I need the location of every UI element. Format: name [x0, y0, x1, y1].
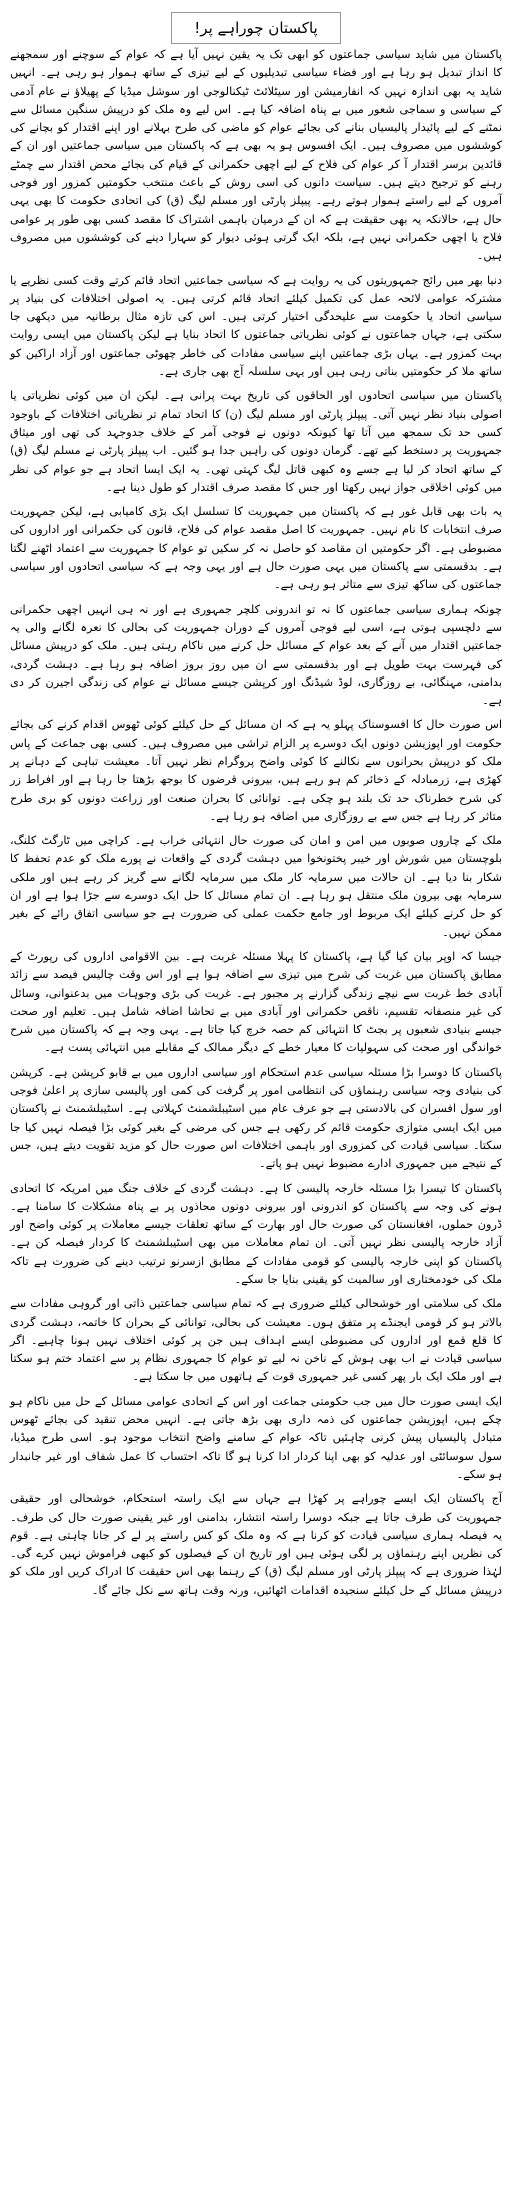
- paragraph: پاکستان میں شاید سیاسی جماعتوں کو ابھی تک یہ یقین نہیں آیا ہے کہ عوام کے سوچنے اور سمجھنے کا انداز تبدیل ہو رہا ہے اور فضاء سیاسی تبدیلیوں کے لیے تیزی کے ساتھ ہموار ہو رہی ہے۔ انہیں شاید یہ بھی اندازہ نہیں کہ انفارمیشن اور سیٹلائٹ ٹیکنالوجی اور سوشل میڈیا کے پھیلاؤ نے عام آدمی کے سیاسی و سماجی شعور میں بے پناہ اضافہ کیا ہے۔ اس لیے وہ ملک کو درپیش سنگین مسائل سے نمٹنے کے لیے پائیدار پالیسیاں بنانے کی بجائے عوام کو ماضی کی طرح بہلانے اور اپنے اقتدار کو بچانے کی کوششوں میں مصروف ہیں۔ ایک افسوس ہو یہ بھی ہے کہ پاکستان میں سیاسی جماعتیں اور ان کے قائدین برسر اقتدار آ کر عوام کی فلاح کے لیے اچھی حکمرانی کے قیام کی بجائے محض اقتدار سے چمٹے رہنے کو ترجیح دیتے ہیں۔ سیاست دانوں کی اسی روش کے باعث منتخب حکومتیں کمزور اور فوجی آمروں کے لیے راستے ہموار ہوتے رہے۔ پیپلز پارٹی اور مسلم لیگ (ق) کی اتحادی حکومت کا بھی یہی حال ہے، حالانکہ یہ بھی حقیقت ہے کہ ان کے درمیان باہمی اشتراک کا مقصد کسی بھی طور پر عوامی فلاح یا اچھی حکمرانی نہیں ہے، بلکہ ایک گرتی ہوئی دیوار کو سہارا دینے کی کوششوں میں مصروف ہیں۔: [10, 48, 502, 263]
- paragraph: چونکہ ہماری سیاسی جماعتوں کا نہ تو اندرونی کلچر جمہوری ہے اور نہ ہی انہیں اچھی حکمرانی سے دلچسپی ہوتی ہے، اسی لیے فوجی آمروں کے دوران جمہوریت کی بحالی کا نعرہ لگانے والی یہ جماعتیں اقتدار میں آنے کے بعد عوام کے مسائل حل کرنے میں ناکام رہتی ہیں۔ ملک کو درپیش مسائل کی فہرست بہت طویل ہے اور بدقسمتی سے ان میں روز بروز اضافہ ہو رہا ہے۔ دہشت گردی، بدامنی، مہنگائی، بے روزگاری، لوڈ شیڈنگ اور کرپشن جیسے مسائل نے عوام کی زندگی اجیرن کر دی ہے۔: [10, 602, 502, 708]
- paragraph: ملک کے چاروں صوبوں میں امن و امان کی صورت حال انتہائی خراب ہے۔ کراچی میں ٹارگٹ کلنگ، بلوچستان میں شورش اور خیبر پختونخوا میں دہشت گردی کے واقعات نے پورے ملک کو عدم تحفظ کا شکار بنا دیا ہے۔ ان حالات میں سرمایہ کار ملک میں سرمایہ لگانے سے گریز کر رہے ہیں اور ملکی سرمایہ بھی بیرون ملک منتقل ہو رہا ہے۔ ان تمام مسائل کا حل ایک دوسرے سے جڑا ہوا ہے اور ان کو حل کرنے کیلئے ایک مربوط اور جامع حکمت عملی کی ضرورت ہے جو سیاسی اتفاق رائے کے بغیر ممکن نہیں۔: [10, 834, 502, 939]
- paragraph: جیسا کہ اوپر بیان کیا گیا ہے، پاکستان کا پہلا مسئلہ غربت ہے۔ بین الاقوامی اداروں کی رپورٹ کے مطابق پاکستان میں غربت کی شرح میں تیزی سے اضافہ ہوا ہے اور اس وقت چالیس فیصد سے زائد آبادی خط غربت سے نیچے زندگی گزارنے پر مجبور ہے۔ غربت کی بڑی وجوہات میں بدعنوانی، وسائل کی غیر منصفانہ تقسیم، ناقص حکمرانی اور آبادی میں بے تحاشا اضافہ شامل ہیں۔ تعلیم اور صحت جیسے بنیادی شعبوں پر بجٹ کا انتہائی کم حصہ خرچ کیا جاتا ہے۔ یہی وجہ ہے کہ پاکستان میں شرح خواندگی اور صحت کی سہولیات کا معیار خطے کے دیگر ممالک کے مقابلے میں انتہائی پست ہے۔: [10, 949, 502, 1055]
- paragraph: آج پاکستان ایک ایسے چوراہے پر کھڑا ہے جہاں سے ایک راستہ استحکام، خوشحالی اور حقیقی جمہوریت کی طرف جاتا ہے جبکہ دوسرا راستہ انتشار، بدامنی اور غیر یقینی صورت حال کی طرف۔ یہ فیصلہ ہماری سیاسی قیادت کو کرنا ہے کہ وہ ملک کو کس راستے پر لے کر جانا چاہتی ہے۔ قوم کی نظریں اپنے رہنماؤں پر لگی ہوئی ہیں اور تاریخ ان کے فیصلوں کو کبھی فراموش نہیں کرے گی۔ لہٰذا ضروری ہے کہ پیپلز پارٹی اور مسلم لیگ (ق) کے رہنما بھی اس حقیقت کا ادراک کریں اور ملک کو درپیش مسائل کے حل کیلئے سنجیدہ اقدامات اٹھائیں، ورنہ وقت ہاتھ سے نکل جائے گا۔: [10, 1492, 502, 1597]
- paragraph: اس صورت حال کا افسوسناک پہلو یہ ہے کہ ان مسائل کے حل کیلئے کوئی ٹھوس اقدام کرنے کی بجائے حکومت اور اپوزیشن دونوں ایک دوسرے پر الزام تراشی میں مصروف ہیں۔ کسی بھی جماعت کے پاس ملک کو درپیش بحرانوں سے نکالنے کا کوئی واضح پروگرام نظر نہیں آتا۔ معیشت تباہی کے دہانے پر کھڑی ہے، زرمبادلہ کے ذخائر کم ہو رہے ہیں، بیرونی قرضوں کا بوجھ بڑھتا جا رہا ہے اور افراط زر کی شرح خطرناک حد تک بلند ہو چکی ہے۔ توانائی کا بحران صنعت اور زراعت دونوں کو بری طرح متاثر کر رہا ہے جس سے بے روزگاری میں اضافہ ہو رہا ہے۔: [10, 718, 502, 823]
- paragraph: یہ بات بھی قابل غور ہے کہ پاکستان میں جمہوریت کا تسلسل ایک بڑی کامیابی ہے، لیکن جمہوریت صرف انتخابات کا نام نہیں۔ جمہوریت کا اصل مقصد عوام کی فلاح، قانون کی حکمرانی اور اداروں کی مضبوطی ہے۔ اگر حکومتیں ان مقاصد کو حاصل نہ کر سکیں تو عوام کا جمہوریت سے اعتماد اٹھنے لگتا ہے۔ بدقسمتی سے پاکستان میں یہی صورت حال ہے اور یہی وجہ ہے کہ سیاسی اتحادوں اور سیاسی جماعتوں کی ساکھ تیزی سے متاثر ہو رہی ہے۔: [10, 505, 502, 592]
- article-body: [10, 46, 502, 1600]
- paragraph: ایک ایسی صورت حال میں جب حکومتی جماعت اور اس کے اتحادی عوامی مسائل کے حل میں ناکام ہو چکے ہیں، اپوزیشن جماعتوں کی ذمہ داری بھی بڑھ جاتی ہے۔ انہیں محض تنقید کی بجائے ٹھوس متبادل پالیسیاں پیش کرنی چاہئیں تاکہ عوام کے سامنے واضح انتخاب موجود ہو۔ اسی طرح میڈیا، سول سوسائٹی اور عدلیہ کو بھی اپنا کردار ادا کرنا ہو گا تاکہ احتساب کا عمل شفاف اور غیر جانبدار ہو سکے۔: [10, 1394, 502, 1481]
- article-title: پاکستان چوراہے پر!: [171, 12, 340, 44]
- paragraph: پاکستان کا دوسرا بڑا مسئلہ سیاسی عدم استحکام اور سیاسی اداروں میں بے قابو کرپشن ہے۔ کرپشن کی بنیادی وجہ سیاسی رہنماؤں کی انتظامی امور پر گرفت کی کمی اور پالیسی سازی پر اعلیٰ فوجی اور سول افسران کی بالادستی ہے جو عرف عام میں اسٹیبلشمنٹ کہلاتی ہے۔ اسٹیبلشمنٹ نے پاکستان میں ایک ایسی متوازی حکومت قائم کر رکھی ہے جس کی مرضی کے بغیر کوئی بڑا فیصلہ نہیں کیا جا سکتا۔ سیاسی قیادت کی کمزوری اور باہمی اختلافات اس صورت حال کو مزید تقویت دیتے ہیں، جس کے نتیجے میں جمہوری ادارے مضبوط نہیں ہو پاتے۔: [10, 1065, 502, 1171]
- paragraph: ملک کی سلامتی اور خوشحالی کیلئے ضروری ہے کہ تمام سیاسی جماعتیں ذاتی اور گروہی مفادات سے بالاتر ہو کر قومی ایجنڈے پر متفق ہوں۔ معیشت کی بحالی، توانائی کے بحران کا خاتمہ، دہشت گردی کا قلع قمع اور اداروں کی مضبوطی ایسے اہداف ہیں جن پر کوئی اختلاف نہیں ہونا چاہیے۔ اگر سیاسی قیادت نے اب بھی ہوش کے ناخن نہ لیے تو عوام کا جمہوری نظام پر سے اعتماد ختم ہو سکتا ہے اور ملک ایک بار پھر کسی غیر جمہوری قوت کے ہاتھوں میں جا سکتا ہے۔: [10, 1297, 502, 1384]
- paragraph: پاکستان کا تیسرا بڑا مسئلہ خارجہ پالیسی کا ہے۔ دہشت گردی کے خلاف جنگ میں امریکہ کا اتحادی ہونے کی وجہ سے پاکستان کو اندرونی اور بیرونی دونوں محاذوں پر بے پناہ مشکلات کا سامنا ہے۔ ڈرون حملوں، افغانستان کی صورت حال اور بھارت کے ساتھ تعلقات جیسے معاملات پر کوئی واضح اور آزاد خارجہ پالیسی نظر نہیں آتی۔ ان تمام معاملات میں بھی اسٹیبلشمنٹ کا کردار فیصلہ کن ہے۔ پاکستان کو اپنی خارجہ پالیسی کو قومی مفادات کے مطابق ازسرنو ترتیب دینے کی ضرورت ہے تاکہ ملک کی خودمختاری اور سالمیت کو یقینی بنایا جا سکے۔: [10, 1181, 502, 1286]
- paragraph: پاکستان میں سیاسی اتحادوں اور الحاقوں کی تاریخ بہت پرانی ہے۔ لیکن ان میں کوئی نظریاتی یا اصولی بنیاد نظر نہیں آتی۔ پیپلز پارٹی اور مسلم لیگ (ن) کا اتحاد تمام تر نظریاتی اختلافات کے باوجود کسی حد تک سمجھ میں آتا تھا کیونکہ دونوں نے فوجی آمر کے خلاف جدوجہد کی تھی اور میثاق جمہوریت پر دستخط کیے تھے۔ گرمان دونوں کی راہیں جدا ہو گئیں۔ اب پیپلز پارٹی نے مسلم لیگ (ق) کے ساتھ اتحاد کر لیا ہے جسے وہ کبھی قاتل لیگ کہتی تھی۔ یہ ایک ایسا اتحاد ہے جو عوام کی نظر میں کوئی اخلاقی جواز نہیں رکھتا اور جس کا مقصد صرف اقتدار کو طول دینا ہے۔: [10, 389, 502, 494]
- paragraph: دنیا بھر میں رائج جمہوریتوں کی یہ روایت ہے کہ سیاسی جماعتیں اتحاد قائم کرتے وقت کسی نظریے یا مشترکہ عوامی لائحہ عمل کی تکمیل کیلئے اتحاد قائم کرتی ہیں۔ یہ اصولی اختلافات کی بنیاد پر سیاسی اتحاد یا حکومت سے علیحدگی اختیار کرتی ہیں۔ اس کی تازہ مثال برطانیہ میں دیکھی جا سکتی ہے، جہاں جماعتوں نے کوئی نظریاتی جماعتوں کا اتحاد بنایا ہے لیکن پاکستان میں ایسی روایت بہت کمزور ہے۔ یہاں بڑی جماعتیں اپنے سیاسی مفادات کی خاطر چھوٹی جماعتوں اور آزاد اراکین کو ساتھ ملا کر حکومتیں بناتی رہی ہیں اور یہی سلسلہ آج بھی جاری ہے۔: [10, 273, 502, 379]
- title-area: [10, 8, 502, 46]
